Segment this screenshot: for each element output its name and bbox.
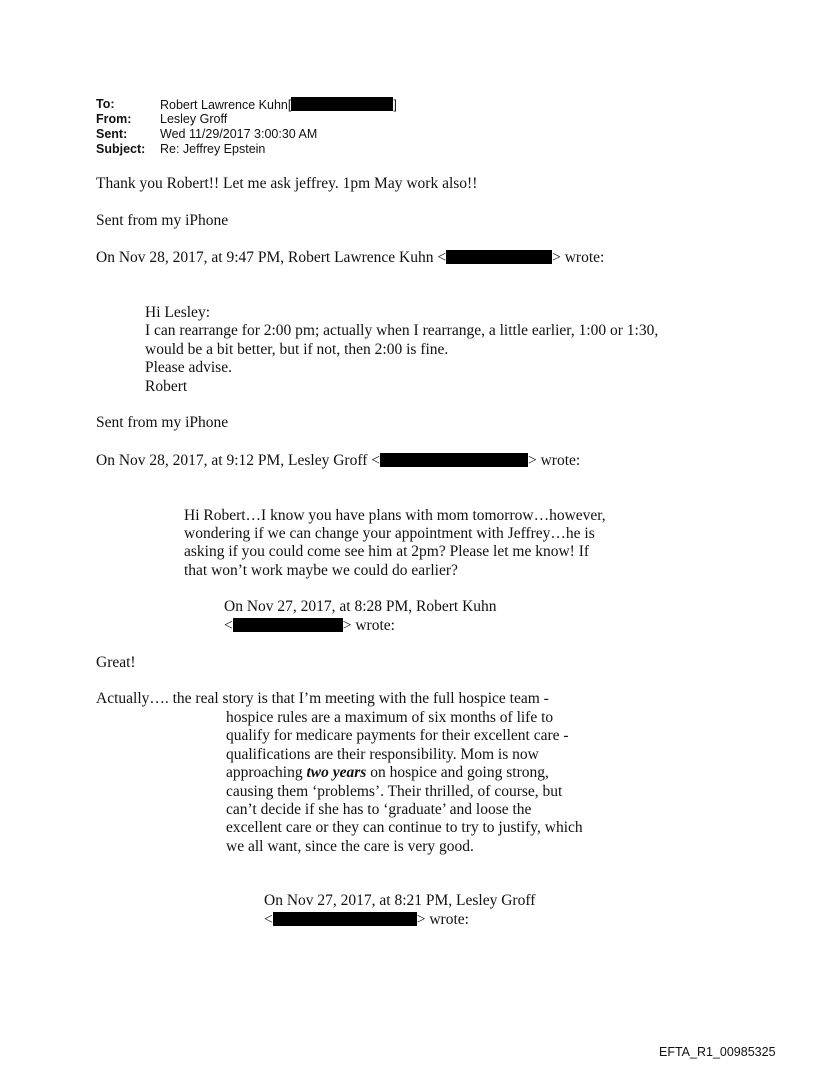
message-line: Great! bbox=[96, 654, 136, 671]
sent-value: Wed 11/29/2017 3:00:30 AM bbox=[160, 127, 318, 141]
message-line: causing them ‘problems’. Their thrilled, of course, but bbox=[226, 783, 563, 800]
to-value: Robert Lawrence Kuhn[ bbox=[160, 98, 292, 112]
from-row bbox=[96, 112, 131, 128]
redaction-bar bbox=[446, 250, 552, 264]
redaction-bar bbox=[273, 912, 417, 926]
redaction-bar bbox=[380, 453, 528, 467]
subject-label: Subject: bbox=[96, 142, 146, 156]
message-text-pre: approaching bbox=[226, 764, 307, 781]
quote-suffix: > wrote: bbox=[528, 452, 581, 469]
quote-suffix: > wrote: bbox=[416, 911, 469, 928]
to-label: To: bbox=[96, 97, 115, 111]
message-line: Please advise. bbox=[145, 359, 232, 376]
message-line: Hi Lesley: bbox=[145, 304, 210, 321]
message-line bbox=[226, 763, 549, 782]
message-line: hospice rules are a maximum of six months of life to bbox=[226, 709, 554, 726]
quote-prefix: On Nov 28, 2017, at 9:47 PM, Robert Lawrence Kuhn < bbox=[96, 249, 447, 266]
to-close: ] bbox=[393, 98, 397, 112]
message-line: I can rearrange for 2:00 pm; actually when I rearrange, a little earlier, 1:00 or 1:30, bbox=[145, 322, 659, 339]
message-line: Robert bbox=[145, 378, 188, 395]
subject-value: Re: Jeffrey Epstein bbox=[160, 142, 266, 156]
message-line: qualify for medicare payments for their excellent care - bbox=[226, 727, 569, 744]
quote-attribution-email bbox=[264, 910, 469, 929]
quote-attribution bbox=[96, 451, 580, 470]
quote-prefix: < bbox=[264, 911, 273, 928]
quote-attribution: On Nov 27, 2017, at 8:28 PM, Robert Kuhn bbox=[224, 598, 497, 615]
quote-suffix: > wrote: bbox=[552, 249, 605, 266]
message-line: wondering if we can change your appointment with Jeffrey…he is bbox=[184, 525, 595, 542]
redaction-bar bbox=[233, 618, 343, 632]
sent-row bbox=[96, 127, 127, 143]
document-id: EFTA_R1_00985325 bbox=[659, 1045, 776, 1059]
message-line: excellent care or they can continue to try to justify, which bbox=[226, 819, 583, 836]
message-line: Hi Robert…I know you have plans with mom tomorrow…however, bbox=[184, 507, 606, 524]
signature: Sent from my iPhone bbox=[96, 212, 229, 229]
sent-label: Sent: bbox=[96, 127, 128, 141]
message-line: that won’t work maybe we could do earlier? bbox=[184, 562, 458, 579]
from-value: Lesley Groff bbox=[160, 112, 228, 126]
quote-attribution bbox=[96, 248, 604, 267]
message-text: Thank you Robert!! Let me ask jeffrey. 1pm May work also!! bbox=[96, 175, 478, 192]
message-line: qualifications are their responsibility. Mom is now bbox=[226, 746, 539, 763]
quote-prefix: On Nov 28, 2017, at 9:12 PM, Lesley Groff < bbox=[96, 452, 380, 469]
quote-attribution: On Nov 27, 2017, at 8:21 PM, Lesley Groff bbox=[264, 892, 536, 909]
from-label: From: bbox=[96, 112, 132, 126]
subject-row bbox=[96, 142, 145, 158]
redaction-bar bbox=[291, 97, 393, 111]
to-row bbox=[96, 97, 115, 113]
emphasis-text: two years bbox=[306, 764, 367, 781]
signature: Sent from my iPhone bbox=[96, 414, 229, 431]
message-line: would be a bit better, but if not, then 2:00 is fine. bbox=[145, 341, 449, 358]
quote-prefix: < bbox=[224, 617, 233, 634]
message-line: asking if you could come see him at 2pm? Please let me know! If bbox=[184, 543, 590, 560]
quote-attribution-email bbox=[224, 616, 395, 635]
message-text-post: on hospice and going strong, bbox=[366, 764, 549, 781]
message-line: Actually…. the real story is that I’m meeting with the full hospice team - bbox=[96, 690, 549, 707]
message-line: we all want, since the care is very good. bbox=[226, 838, 474, 855]
quote-suffix: > wrote: bbox=[342, 617, 395, 634]
message-line: can’t decide if she has to ‘graduate’ and loose the bbox=[226, 801, 532, 818]
